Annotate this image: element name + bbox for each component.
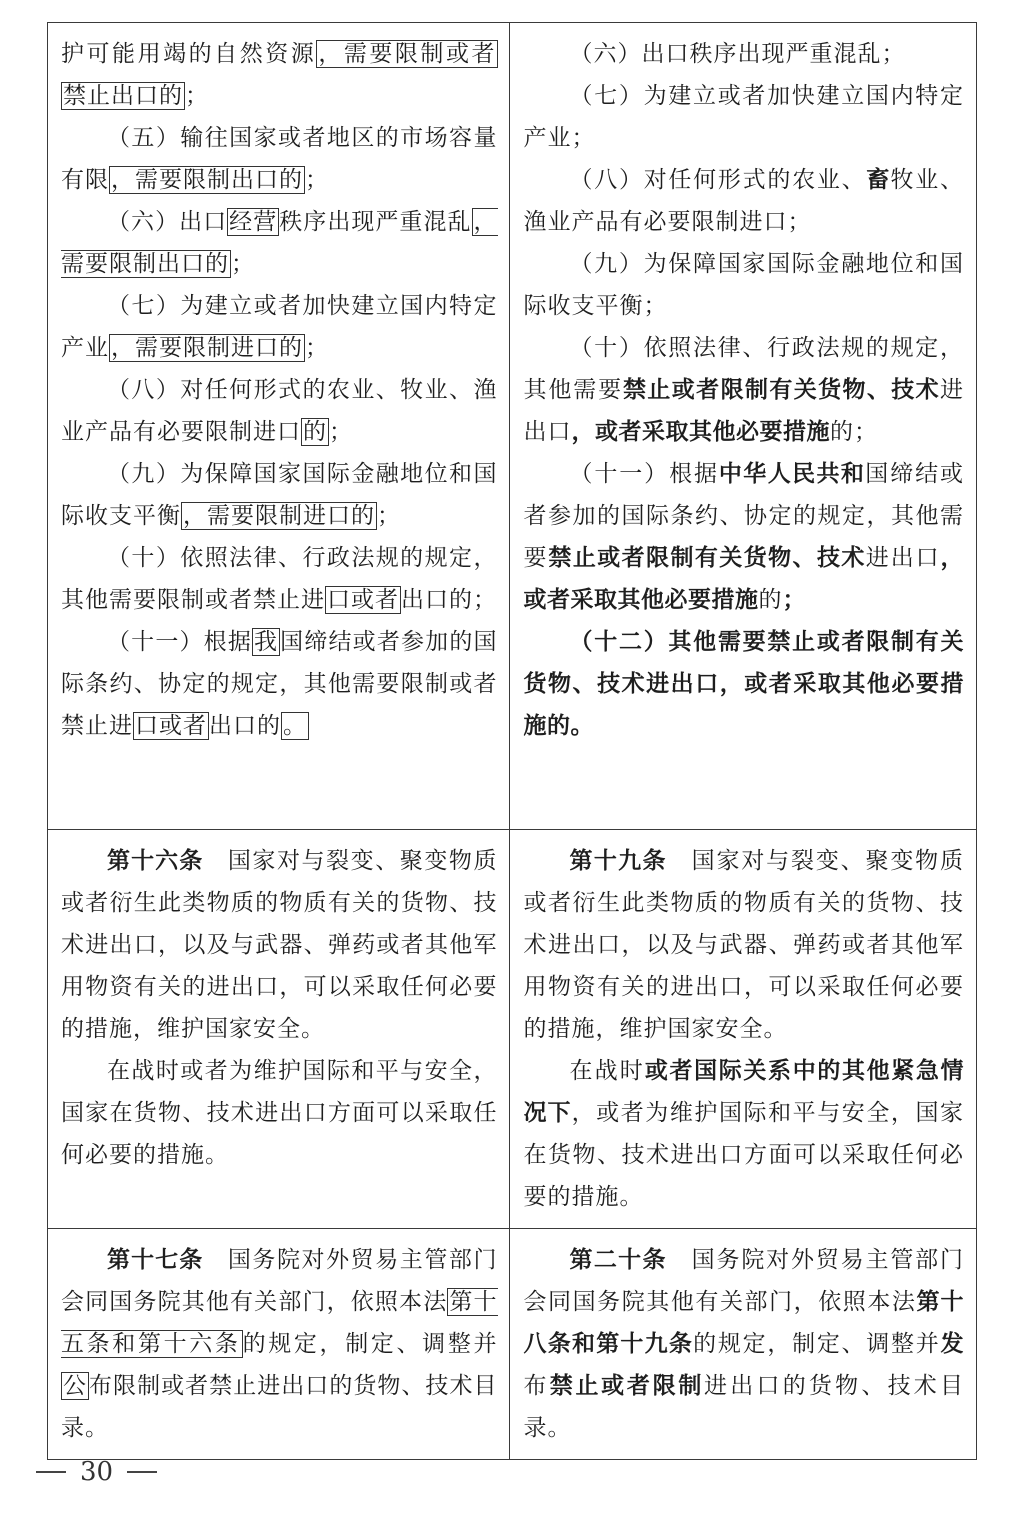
paragraph: （八）对任何形式的农业、牧业、渔业产品有必要限制进口的； [61,377,498,445]
boxed-text: ，需要限制进口的 [111,335,303,361]
paragraph: （五）输往国家或者地区的市场容量有限，需要限制出口的； [61,125,498,193]
boxed-text: ，需要限制或者 [318,41,496,67]
page-footer [36,1452,157,1492]
right-cell-top [510,23,977,830]
footer-dash-right [127,1471,157,1473]
table-row [48,23,977,830]
article-number: 第十九条 [569,848,667,874]
paragraph: （六）出口秩序出现严重混乱； [569,41,906,67]
boxed-text: 第十五条和第十六条 [61,1289,498,1357]
boxed-text: 。 [283,713,307,739]
boxed-text: 经营 [229,209,278,235]
paragraph: 第二十条 国务院对外贸易主管部门会同国务院其他有关部门，依照本法第十八条和第十九条的规定，制定、调整并发布禁止或者限制进出口的货物、技术目录。 [523,1247,965,1441]
boxed-text: 口或者 [135,713,207,739]
boxed-text: ，需要限制进口的 [183,503,375,529]
paragraph: （六）出口经营秩序出现严重混乱，需要限制出口的； [61,209,498,277]
paragraph: （十）依照法律、行政法规的规定，其他需要限制或者禁止进口或者出口的； [61,545,498,613]
right-cell-article-19 [510,830,977,1229]
boxed-text: 公 [63,1373,88,1399]
article-number: 第十六条 [107,848,204,874]
paragraph: 第十九条 国家对与裂变、聚变物质或者衍生此类物质的物质有关的货物、技术进出口，以及与武器、弹药或者其他军用物资有关的进出口，可以采取任何必要的措施，维护国家安全。 [523,848,965,1042]
table-row [48,1229,977,1460]
boxed-text: 禁止出口的 [63,83,183,109]
comparison-table [47,22,977,1460]
paragraph: 第十六条 国家对与裂变、聚变物质或者衍生此类物质的物质有关的货物、技术进出口，以及与武器、弹药或者其他军用物资有关的进出口，可以采取任何必要的措施，维护国家安全。 [61,848,498,1042]
paragraph: 在战时或者国际关系中的其他紧急情况下，或者为维护国际和平与安全，国家在货物、技术进出口方面可以采取任何必要的措施。 [523,1058,965,1210]
article-number: 第十七条 [107,1247,204,1273]
boxed-text: 口或者 [327,587,399,613]
paragraph: （七）为建立或者加快建立国内特定产业； [523,83,964,151]
boxed-text: 的 [303,419,327,445]
paragraph: 在战时或者为维护国际和平与安全，国家在货物、技术进出口方面可以采取任何必要的措施。 [61,1058,498,1168]
paragraph: （十一）根据我国缔结或者参加的国际条约、协定的规定，其他需要限制或者禁止进口或者出口的。 [61,629,498,739]
left-cell-article-17 [48,1229,510,1460]
paragraph: （十）依照法律、行政法规的规定，其他需要禁止或者限制有关货物、技术进出口，或者采取其他必要措施的； [523,335,965,445]
paragraph: （十二）其他需要禁止或者限制有关货物、技术进出口，或者采取其他必要措施的。 [523,629,964,739]
boxed-text: ，需要限制出口的 [111,167,303,193]
paragraph: （七）为建立或者加快建立国内特定产业，需要限制进口的； [61,293,498,361]
left-cell-top [48,23,510,830]
paragraph: （十一）根据中华人民共和国缔结或者参加的国际条约、协定的规定，其他需要禁止或者限制有关货物、技术进出口，或者采取其他必要措施的； [523,461,965,613]
paragraph: 第十七条 国务院对外贸易主管部门会同国务院其他有关部门，依照本法第十五条和第十六条的规定，制定、调整并公布限制或者禁止进出口的货物、技术目录。 [61,1247,498,1441]
paragraph: 护可能用竭的自然资源，需要限制或者禁止出口的； [61,41,496,109]
left-cell-article-16 [48,830,510,1229]
paragraph: （八）对任何形式的农业、畜牧业、渔业产品有必要限制进口； [523,167,964,235]
boxed-text: ，需要限制出口的 [61,209,498,277]
paragraph: （九）为保障国家国际金融地位和国际收支平衡，需要限制进口的； [61,461,498,529]
page-number: 30 [80,1457,114,1487]
paragraph: （九）为保障国家国际金融地位和国际收支平衡； [523,251,964,319]
footer-dash-left [36,1471,66,1473]
boxed-text: 我 [254,629,279,655]
right-cell-article-20 [510,1229,977,1460]
article-number: 第二十条 [569,1247,667,1273]
table-row [48,830,977,1229]
